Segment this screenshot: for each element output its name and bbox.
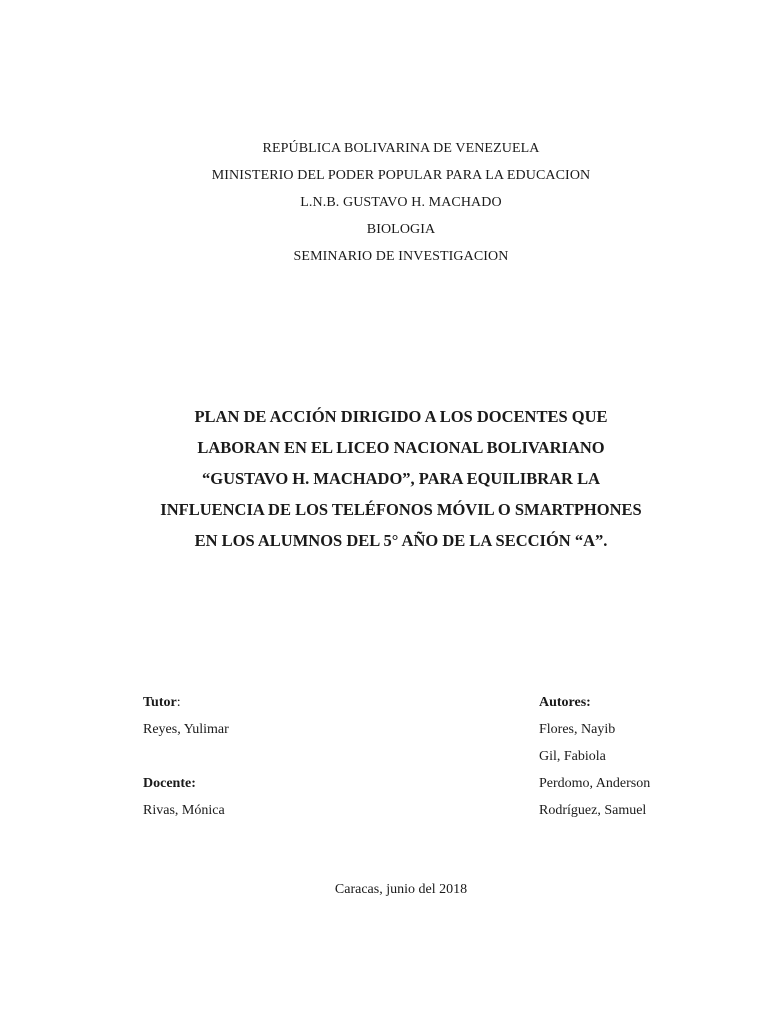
tutor-label-row	[143, 689, 229, 716]
authors-column	[539, 689, 650, 824]
tutor-name: Reyes, Yulimar	[143, 722, 229, 737]
author-name: Perdomo, Anderson	[539, 776, 651, 791]
title-line-1: PLAN DE ACCIÓN DIRIGIDO A LOS DOCENTES QUE	[194, 407, 608, 426]
advisors-column	[143, 689, 229, 824]
title-line-5: EN LOS ALUMNOS DEL 5° AÑO DE LA SECCIÓN “A”.	[194, 531, 608, 550]
header-line-school: L.N.B. GUSTAVO H. MACHADO	[300, 195, 502, 210]
author-name: Gil, Fabiola	[539, 749, 606, 764]
title-line-4: INFLUENCIA DE LOS TELÉFONOS MÓVIL O SMARTPHONES	[160, 500, 642, 519]
document-title	[0, 401, 768, 556]
tutor-label: Tutor	[143, 695, 177, 710]
header-line-course: SEMINARIO DE INVESTIGACION	[293, 249, 509, 264]
author-name: Flores, Nayib	[539, 722, 616, 737]
place-date: Caracas, junio del 2018	[334, 882, 468, 897]
title-line-2: LABORAN EN EL LICEO NACIONAL BOLIVARIANO	[197, 438, 605, 457]
spacer	[143, 743, 229, 770]
tutor-label-colon: :	[176, 695, 181, 710]
header-line-country: REPÚBLICA BOLIVARINA DE VENEZUELA	[262, 141, 540, 156]
header-line-subject: BIOLOGIA	[366, 222, 436, 237]
institution-header	[0, 135, 768, 270]
docente-name: Rivas, Mónica	[143, 803, 225, 818]
title-line-3: “GUSTAVO H. MACHADO”, PARA EQUILIBRAR LA	[202, 469, 600, 488]
header-line-ministry: MINISTERIO DEL PODER POPULAR PARA LA EDUCACION	[211, 168, 591, 183]
author-name: Rodríguez, Samuel	[539, 803, 647, 818]
autores-label: Autores:	[539, 695, 591, 710]
docente-label: Docente:	[143, 776, 196, 791]
